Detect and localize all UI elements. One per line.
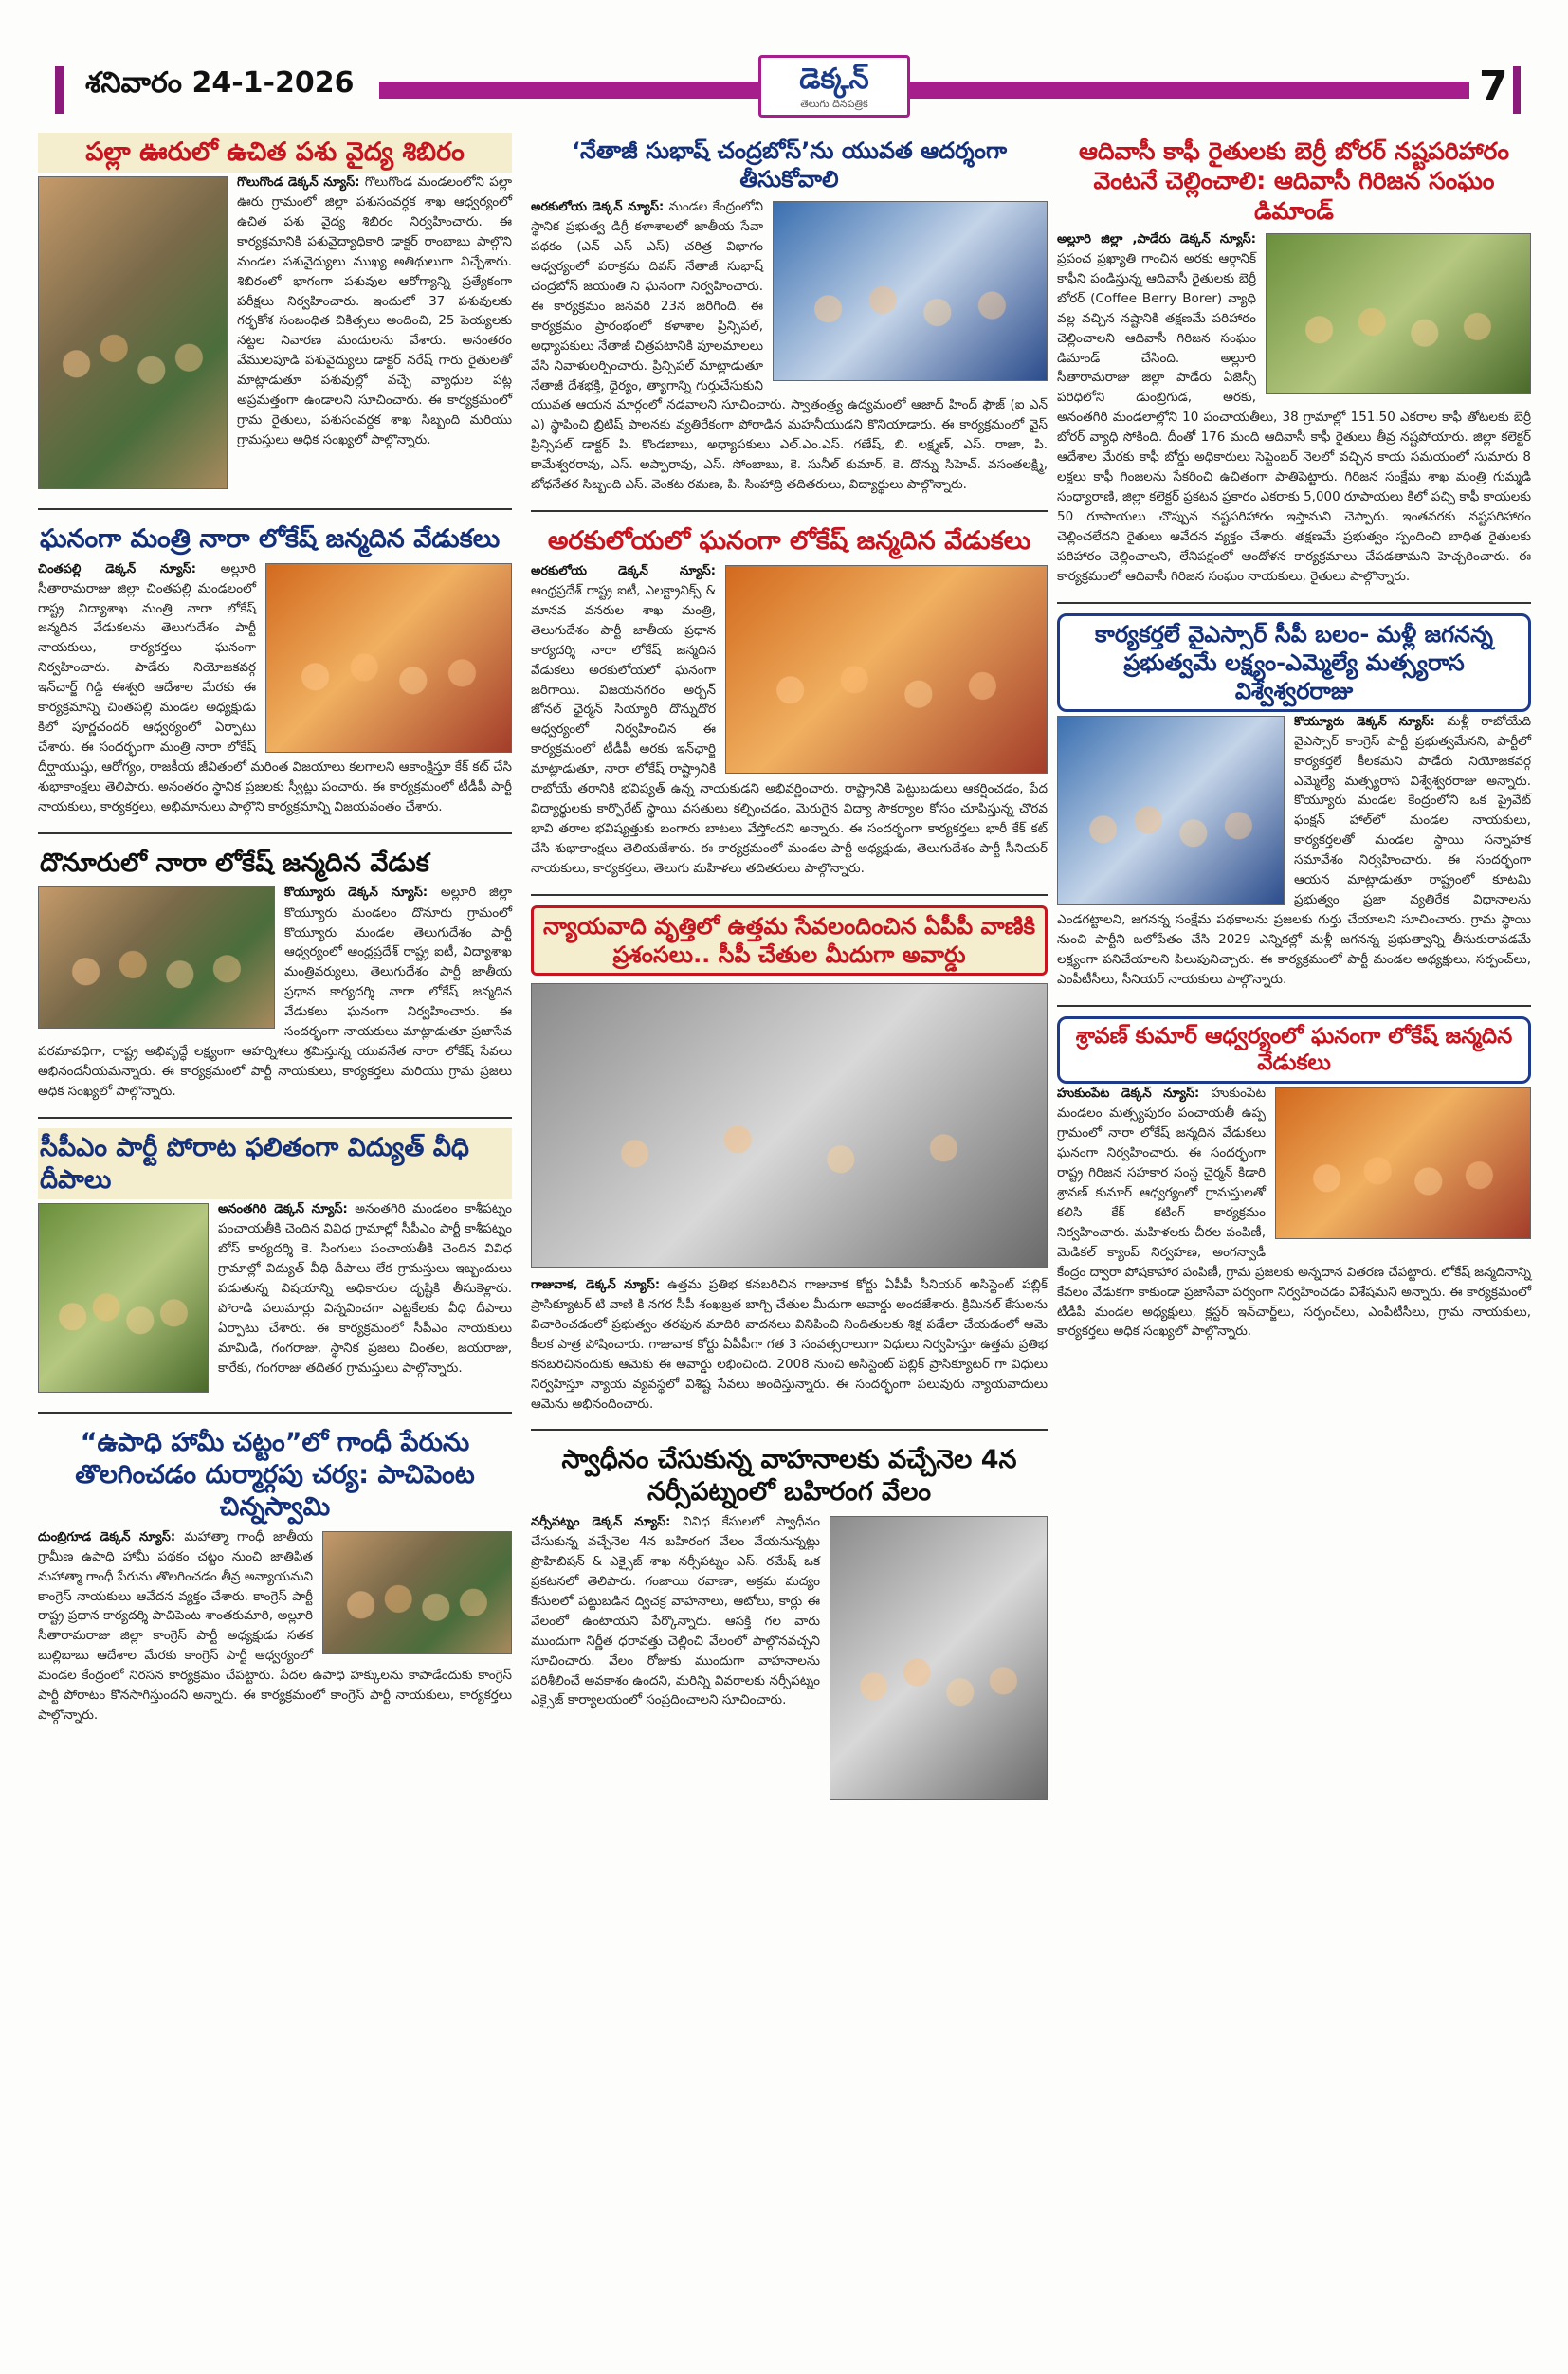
divider	[38, 1412, 512, 1414]
article-netaji-jayanti	[531, 133, 1048, 495]
divider	[531, 1429, 1048, 1431]
article-vehicle-auction	[531, 1440, 1048, 1804]
article-dateline: హుకుంపేట డెక్కన్ న్యూస్:	[1057, 1087, 1200, 1102]
article-text: ప్రపంచ ప్రఖ్యాతి గాంచిన అరకు ఆర్గానిక్ కాఫీని పండిస్తున్న ఆదివాసీ రైతులకు బెర్రీ బోరర్ (Coffee Berry Borer) వ్యాధి వల్ల వచ్చిన నష్టానికి తక్షణమే పరిహారం చెల్లించాలని ఆదివాసీ గిరిజన సంఘం డిమాండ్ చేసింది. అల్లూరి సీతారామరాజు జిల్లా పాడేరు ఏజెన్సీ పరిధిలోని డుంబ్రిగుడ, అరకు, అనంతగిరి మండలాల్లోని 10 పంచాయతీలు, 38 గ్రామాల్లో 151.50 ఎకరాల కాఫీ తోటలకు బెర్రీ బోరర్ వ్యాధి సోకింది. దీంతో 176 మంది ఆదివాసీ కాఫీ రైతులు తీవ్ర నష్టపోయారు. జిల్లా కలెక్టర్ ఆదేశాల మేరకు కాఫీ బోర్డు అధికారులు సెప్టెంబర్ నెలలో వచ్చిన కాయ సమయంలో సుమారు 8 లక్షలు కాఫీ గింజలను సేకరించి ఉచితంగా పాతిపెట్టారు. గిరిజన సంక్షేమ శాఖ మంత్రి గుమ్మడి సంధ్యారాణి, జిల్లా కలెక్టర్ ప్రకటన ప్రకారం ఎకరాకు 5,000 రూపాయలు కిలో పచ్చి కాఫీ కాయలకు 50 రూపాయలు చొప్పున నష్టపరిహారం ఇస్తామని చెప్పారు. ఇంతవరకు నష్టపరిహారం చెల్లించలేదని రైతులు ఆవేదన వ్యక్తం చేశారు. తక్షణమే ప్రభుత్వం స్పందించి బాధిత రైతులకు పరిహారం చెల్లించాలని, లేనిపక్షంలో ఆందోళన కార్యక్రమాలు చేపడతామని హెచ్చరించారు. ఈ కార్యక్రమంలో ఆదివాసీ గిరిజన సంఘం నాయకులు, రైతులు పాల్గొన్నారు.	[1057, 250, 1531, 584]
divider	[38, 1117, 512, 1119]
article-photo	[773, 201, 1048, 381]
article-dateline: చింతపల్లి డెక్కన్ న్యూస్:	[38, 561, 196, 576]
article-photo	[265, 563, 512, 753]
article-lokesh-bday-donuru	[38, 844, 512, 1102]
article-headline: దొనూరులో నారా లోకేష్ జన్మదిన వేడుక	[40, 848, 429, 878]
article-lokesh-bday-chintapalli	[38, 520, 512, 817]
article-text: అల్లూరి జిల్లా కొయ్యూరు మండలం దొనూరు గ్రామంలో కొయ్యూరు మండల తెలుగుదేశం పార్టీ ఆధ్వర్యంలో ఆంధ్రప్రదేశ్ రాష్ట్ర ఐటీ, విద్యాశాఖ మంత్రివర్యులు, తెలుగుదేశం పార్టీ జాతీయ ప్రధాన కార్యదర్శి నారా లోకేష్ జన్మదిన వేడుకలు ఘనంగా నిర్వహించారు. ఈ సందర్భంగా నాయకులు మాట్లాడుతూ ప్రజాసేవ పరమావధిగా, రాష్ట్ర అభివృద్ధే లక్ష్యంగా ఆహర్నిశలు శ్రమిస్తున్న యువనేత నారా లోకేష్ సేవలు అభినందనీయమన్నారు. ఈ కార్యక్రమంలో పార్టీ నాయకులు, కార్యకర్తలు మరియు గ్రామ ప్రజలు అధిక సంఖ్యలో పాల్గొన్నారు.	[38, 885, 512, 1099]
newspaper-logo	[758, 55, 910, 118]
masthead-left-bar	[55, 66, 64, 114]
article-photo	[1266, 233, 1531, 394]
article-headline: అరకులోయలో ఘనంగా లోకేష్ జన్మదిన వేడుకలు	[547, 526, 1031, 557]
article-headline: స్వాధీనం చేసుకున్న వాహనాలకు వచ్చేనెల 4న నర్సీపట్నంలో బహిరంగ వేలం	[561, 1445, 1017, 1507]
article-text: గొలుగొండ మండలంలోని పల్లా ఊరు గ్రామంలో జిల్లా పశుసంవర్ధక శాఖ ఆధ్వర్యంలో ఉచిత పశు వైద్య శిబిరం నిర్వహించారు. ఈ కార్యక్రమానికి పశువైద్యాధికారి డాక్టర్ రాంబాబు పాల్గొని మండల పశువైద్యులు ముఖ్య అతిథులుగా విచ్చేశారు. శిబిరంలో భాగంగా పశువుల ఆరోగ్యాన్ని ప్రత్యేకంగా పరీక్షలు నిర్వహించారు. ఇందులో 37 పశువులకు గర్భకోశ సంబంధిత చికిత్సలు అందించి, 25 పెయ్యలకు నట్టల నివారణ మందులను వేశారు. అనంతరం వేములపూడి పశువైద్యులు డాక్టర్ నరేష్ గారు రైతులతో మాట్లాడుతూ పశువుల్లో వచ్చే వ్యాధుల పట్ల అప్రమత్తంగా ఉండాలని సూచించారు. ఈ కార్యక్రమంలో గ్రామ రైతులు, పశుసంవర్ధక శాఖ సిబ్బంది మరియు గ్రామస్తులు అధిక సంఖ్యలో పాల్గొన్నారు.	[237, 173, 512, 447]
article-photo	[725, 565, 1048, 774]
article-photo	[531, 983, 1048, 1268]
divider	[38, 832, 512, 834]
left-column	[38, 133, 512, 1741]
article-dateline: దుంబ్రిగూడ డెక్కన్ న్యూస్:	[38, 1529, 176, 1544]
article-headline: కార్యకర్తలే వైఎస్సార్ సీపీ బలం- మళ్లీ జగనన్న ప్రభుత్వమే లక్ష్యం-ఎమ్మెల్యే మత్స్యరాస విశ్వేశ్వరరాజు	[1057, 613, 1531, 712]
article-text: అనంతగిరి మండలం కాశీపట్నం పంచాయతీకి చెందిన వివిధ గ్రామాల్లో సీపీఎం పార్టీ కాశీపట్నం బోస్ కార్యదర్శి కె. సింగులు పంచాయతీకి చెందిన వివిధ గ్రామాల్లో విద్యుత్ వీధి దీపాలు లేక గ్రామస్తులు ఇబ్బందులు పడుతున్న విషయాన్ని అధికారుల దృష్టికి తీసుకెళ్లారు. పోరాడి పలుమార్లు విన్నవించగా ఎట్టకేలకు వీధి దీపాలు ఏర్పాటు చేశారు. ఈ కార్యక్రమంలో సీపీఎం నాయకులు మామిడి, గంగరాజు, స్థానిక ప్రజలు చింతల, జయరాజు, కారేకు, గంగరాజు తదితర గ్రామస్తులు పాల్గొన్నారు.	[218, 1201, 512, 1376]
article-headline: పల్లా ఊరులో ఉచిత పశు వైద్య శిబిరం	[38, 133, 512, 173]
article-cpm-streetlights	[38, 1128, 512, 1397]
masthead	[0, 0, 1568, 133]
article-text: హుకుంపేట మండలం మత్స్యపురం పంచాయతీ ఉప్ప గ్రామంలో నారా లోకేష్ జన్మదిన వేడుకలు ఘనంగా నిర్వహించారు. ఈ సందర్భంగా రాష్ట్ర గిరిజన సహకార సంస్థ చైర్మన్ కిడారి శ్రావణ్ కుమార్ ఆధ్వర్యంలో గ్రామస్తులతో కలిసి కేక్ కటింగ్ కార్యక్రమం నిర్వహించారు. మహిళలకు చీరల పంపిణీ, మెడికల్ క్యాంప్ నిర్వహణ, అంగన్వాడీ కేంద్రం ద్వారా పోషకాహార పంపిణీ, గ్రామ ప్రజలకు అన్నదాన వితరణ చేపట్టారు. లోకేష్ జన్మదినాన్ని కేవలం వేడుకగా కాకుండా ప్రజాసేవా పర్వంగా నిర్వహించడం విశేషమని అన్నారు. ఈ కార్యక్రమంలో టీడీపీ మండల అధ్యక్షులు, క్లస్టర్ ఇన్‌చార్జ్‌లు, సర్పంచ్‌లు, ఎంపీటీసీలు, గ్రామ నాయకులు, కార్యకర్తలు అధిక సంఖ్యలో పాల్గొన్నారు.	[1057, 1086, 1531, 1340]
divider	[1057, 602, 1531, 604]
article-headline: ఆదివాసీ కాఫీ రైతులకు బెర్రీ బోరర్ నష్టపరిహారం వెంటనే చెల్లించాలి: ఆదివాసీ గిరిజన సంఘం డిమాండ్	[1078, 137, 1510, 225]
article-text: మహాత్మా గాంధీ జాతీయ గ్రామీణ ఉపాధి హామీ పథకం చట్టం నుంచి జాతిపిత మహాత్మా గాంధీ పేరును తొలగించడం తీవ్ర అన్యాయమని కాంగ్రెస్ నాయకులు ఆవేదన వ్యక్తం చేశారు. కాంగ్రెస్ పార్టీ రాష్ట్ర ప్రధాన కార్యదర్శి పాచిపెంట శాంతకుమారి, అల్లూరి సీతారామరాజు జిల్లా కాంగ్రెస్ పార్టీ అధ్యక్షుడు సతక బుల్లిబాబు ఆదేశాల మేరకు కాంగ్రెస్ పార్టీ ఆధ్వర్యంలో మండల కేంద్రంలో నిరసన కార్యక్రమం చేపట్టారు. పేదల ఉపాధి హక్కులను కాపాడేందుకు కాంగ్రెస్ పార్టీ పోరాటం కొనసాగిస్తుందని అన్నారు. ఈ కార్యక్రమంలో కాంగ్రెస్ పార్టీ నాయకులు, కార్యకర్తలు పాల్గొన్నారు.	[38, 1528, 512, 1724]
article-dateline: నర్సీపట్నం డెక్కన్ న్యూస్:	[531, 1514, 671, 1529]
article-text: మండల కేంద్రంలోని స్థానిక ప్రభుత్వ డిగ్రీ కళాశాలలో జాతీయ సేవా పథకం (ఎన్ ఎస్ ఎస్) చరిత్ర విభాగం ఆధ్వర్యంలో పరాక్రమ దివస్ నేతాజీ సుభాష్ చంద్రబోస్ జయంతి ని ఘనంగా నిర్వహించారు. ఈ కార్యక్రమం జనవరి 23న జరిగింది. ఈ కార్యక్రమం ప్రారంభంలో కళాశాల ప్రిన్సిపల్, అధ్యాపకులు నేతాజీ చిత్రపటానికి పూలమాలలు వేసి నివాళులర్పించారు. ప్రిన్సిపల్ మాట్లాడుతూ నేతాజీ దేశభక్తి, ధైర్యం, త్యాగాన్ని గుర్తుచేసుకుని యువత ఆయన మార్గంలో నడవాలని సూచించారు. స్వాతంత్ర్య ఉద్యమంలో ఆజాద్ హింద్ ఫౌజ్ (ఐ ఎన్ ఎ) స్థాపించి బ్రిటిష్ పాలనకు వ్యతిరేకంగా పోరాడిన మహనీయుడని కొనియాడారు. ఈ కార్యక్రమంలో వైస్ ప్రిన్సిపల్ డాక్టర్ పి. కొండబాబు, అధ్యాపకులు ఎల్.ఎం.ఎస్. గణేష్, బి. లక్ష్మణ్, ఎస్. రాజా, పి. కామేశ్వరరావు, ఎస్. అప్పారావు, ఎస్. సోంబాబు, కె. సునీల్ కుమార్, కె. దొన్ను సిహెచ్. వసంతలక్ష్మి, బోధనేతర సిబ్బంది ఎస్. వెంకట రమణ, పి. సింహాద్రి తదితరులు, విద్యార్థులు పాల్గొన్నారు.	[531, 199, 1048, 493]
article-photo	[322, 1531, 512, 1654]
logo-subtext: తెలుగు దినపత్రిక	[800, 98, 868, 110]
article-ysrcp-meeting	[1057, 613, 1531, 990]
divider	[38, 508, 512, 510]
article-photo	[1057, 716, 1285, 905]
article-dateline: కొయ్యూరు డెక్కన్ న్యూస్:	[284, 886, 428, 901]
article-headline: ఘనంగా మంత్రి నారా లోకేష్ జన్మదిన వేడుకలు	[40, 523, 501, 554]
page-number: 7	[1479, 63, 1508, 111]
article-body	[531, 1275, 1048, 1415]
article-lokesh-bday-araku	[531, 521, 1048, 879]
logo-text: డెక్కన్	[799, 63, 869, 96]
article-text: అల్లూరి సీతారామరాజు జిల్లా చింతపల్లి మండలంలో రాష్ట్ర విద్యాశాఖ మంత్రి నారా లోకేష్ జన్మదిన వేడుకలను తెలుగుదేశం పార్టీ నాయకులు, కార్యకర్తలు ఘనంగా నిర్వహించారు. పాడేరు నియోజకవర్గ ఇన్‌చార్జ్ గిడ్డి ఈశ్వరి ఆదేశాల మేరకు ఈ కార్యక్రమాన్ని చింతపల్లి మండల అధ్యక్షుడు కిలో పూర్ణచందర్ ఆధ్వర్యంలో ఏర్పాటు చేశారు. ఈ సందర్భంగా మంత్రి నారా లోకేష్ దీర్ఘాయుష్షు, ఆరోగ్యం, రాజకీయ జీవితంలో మరింత విజయాలు కలగాలని ఆకాంక్షిస్తూ కేక్ కట్ చేసి శుభాకాంక్షలు తెలిపారు. అనంతరం స్థానిక ప్రజలకు స్వీట్లు పంచారు. ఈ కార్యక్రమంలో టీడీపీ పార్టీ నాయకులు, కార్యకర్తలు, అభిమానులు పాల్గొని కార్యక్రమాన్ని విజయవంతం చేశారు.	[38, 560, 512, 814]
article-dateline: అల్లూరి జిల్లా ,పాడేరు డెక్కన్ న్యూస్:	[1057, 231, 1256, 247]
article-photo	[38, 176, 228, 489]
article-text: ఆంధ్రప్రదేశ్ రాష్ట్ర ఐటీ, ఎలక్ట్రానిక్స్ & మానవ వనరుల శాఖ మంత్రి, తెలుగుదేశం పార్టీ జాతీయ ప్రధాన కార్యదర్శి నారా లోకేష్ జన్మదిన వేడుకలు అరకులోయలో ఘనంగా జరిగాయి. విజయనగరం అర్బన్ జోనల్ ఛైర్మన్ సియ్యారి దొన్నుదొర ఆధ్వర్యంలో నిర్వహించిన ఈ కార్యక్రమంలో టీడీపీ అరకు ఇన్‌ఛార్జి మాట్లాడుతూ, నారా లోకేష్ రాష్ట్రానికి రాబోయే తరానికి భవిష్యత్ ఉన్న నాయకుడని అభివర్ణించారు. రాష్ట్రానికి పెట్టుబడులు ఆకర్షించడం, పేద విద్యార్థులకు కార్పొరేట్ స్థాయి వసతులు కల్పించడం, మెరుగైన విద్యా సౌకర్యాల కోసం చూపిస్తున్న చొరవ భావి తరాల భవిష్యత్తుకు బంగారు బాటలు వేస్తోందని అన్నారు. ఈ సందర్భంగా కార్యకర్తలు భారీ కేక్ కట్ చేసి శుభాకాంక్షలు తెలియజేశారు. ఈ కార్యక్రమంలో మండల పార్టీ అధ్యక్షుడు, తెలుగుదేశం పార్టీ సీనియర్ నాయకులు, కార్యకర్తలు, తెలుగు మహిళలు తదితరులు పాల్గొన్నారు.	[531, 582, 1048, 876]
article-headline: శ్రావణ్ కుమార్ ఆధ్వర్యంలో ఘనంగా లోకేష్ జన్మదిన వేడుకలు	[1057, 1016, 1531, 1085]
article-upadhi-gandhi-name	[38, 1423, 512, 1726]
article-text: వివిధ కేసులలో స్వాధీనం చేసుకున్న వచ్చేనెల 4న బహిరంగ వేలం వేయనున్నట్లు ప్రొహిబిషన్ & ఎక్సైజ్ శాఖ నర్సీపట్నం ఎస్. రమేష్ ఒక ప్రకటనలో తెలిపారు. గంజాయి రవాణా, అక్రమ మద్యం కేసులలో పట్టుబడిన ద్విచక్ర వాహనాలు, ఆటోలు, కార్లు ఈ వేలంలో ఉంటాయని పేర్కొన్నారు. ఆసక్తి గల వారు ముందుగా నిర్ణీత ధరావత్తు చెల్లించి వేలంలో పాల్గొనవచ్చని సూచించారు. వేలం రోజుకు ముందుగా వాహనాలను పరిశీలించే అవకాశం ఉందని, మరిన్ని వివరాలకు నర్సీపట్నం ఎక్సైజ్ కార్యాలయంలో సంప్రదించాలని సూచించారు.	[531, 1513, 820, 1708]
article-vet-camp	[38, 133, 512, 493]
masthead-right-bar	[1513, 66, 1521, 114]
divider	[1057, 1005, 1531, 1007]
article-app-vani-award	[531, 905, 1048, 1415]
divider	[531, 510, 1048, 512]
article-text: మళ్లీ రాబోయేది వైఎస్సార్ కాంగ్రెస్ పార్టీ ప్రభుత్వమేనని, పార్టీలో కార్యకర్తలే కీలకమని పాడేరు నియోజకవర్గ ఎమ్మెల్యే మత్స్యరాస విశ్వేశ్వరరాజు అన్నారు. కొయ్యూరు మండల కేంద్రంలోని ఒక ప్రైవేట్ ఫంక్షన్ హాల్‌లో మండల నాయకులు, కార్యకర్తలతో మండల స్థాయి సన్నాహక సమావేశం నిర్వహించారు. ఈ సందర్భంగా ఆయన మాట్లాడుతూ రాష్ట్రంలో కూటమి ప్రభుత్వం ప్రజా వ్యతిరేక విధానాలను ఎండగట్టాలని, జగనన్న సంక్షేమ పథకాలను ప్రజలకు గుర్తు చేయాలని సూచించారు. గ్రామ స్థాయి నుంచి పార్టీని బలోపేతం చేసి 2029 ఎన్నికల్లో మళ్లీ జగనన్న ప్రభుత్వాన్ని తీసుకురావడమే లక్ష్యంగా పనిచేయాలని పిలుపునిచ్చారు. ఈ కార్యక్రమంలో పార్టీ మండల అధ్యక్షులు, సర్పంచ్‌లు, ఎంపీటీసీలు, సీనియర్ నాయకులు పాల్గొన్నారు.	[1057, 713, 1532, 987]
article-coffee-berry-borer	[1057, 133, 1531, 587]
article-headline: “ఉపాధి హామీ చట్టం”లో గాంధీ పేరును తొలగించడం దుర్మార్గపు చర్య: పాచిపెంట చిన్నస్వామి	[75, 1428, 475, 1522]
article-photo	[38, 1203, 209, 1393]
article-dateline: గొలుగొండ డెక్కన్ న్యూస్:	[237, 174, 360, 190]
issue-date: శనివారం 24-1-2026	[85, 66, 355, 100]
article-dateline: అనంతగిరి డెక్కన్ న్యూస్:	[218, 1202, 348, 1217]
article-dateline: గాజువాక, డెక్కన్ న్యూస్:	[531, 1277, 661, 1292]
article-dateline: కొయ్యూరు డెక్కన్ న్యూస్:	[1294, 714, 1435, 729]
article-dateline: అరకులోయ డెక్కన్ న్యూస్:	[531, 563, 716, 578]
divider	[531, 894, 1048, 896]
article-photo	[830, 1516, 1048, 1800]
article-text: ఉత్తమ ప్రతిభ కనబరిచిన గాజువాక కోర్టు ఏపీపీ సీనియర్ అసిస్టెంట్ పబ్లిక్ ప్రాసిక్యూటర్ టి వాణి కి నగర సీపీ శంఖబ్రత బాగ్చి చేతుల మీదుగా అవార్డు అందజేశారు. క్రిమినల్ కేసులను విచారించడంలో ప్రభుత్వం తరఫున మాదిరి వాదనలు వినిపించి నిందితులకు శిక్ష పడేలా చేయడంలో ఆమె కీలక పాత్ర పోషించారు. గాజువాక కోర్టు ఏపీపీగా గత 3 సంవత్సరాలుగా విధులు నిర్వహిస్తూ ఉత్తమ ప్రతిభ కనబరిచినందుకు ఆమెకు ఈ అవార్డు లభించింది. 2008 నుంచి అసిస్టెంట్ పబ్లిక్ ప్రాసిక్యూటర్ గా విధులు నిర్వహిస్తూ న్యాయ వ్యవస్థలో విశిష్ట సేవలు అందిస్తున్నారు. ఈ సందర్భంగా పలువురు న్యాయవాదులు ఆమెను అభినందించారు.	[531, 1276, 1048, 1412]
article-lokesh-bday-hukumpeta	[1057, 1016, 1531, 1342]
article-headline: సీపీఎం పార్టీ పోరాట ఫలితంగా విద్యుత్ వీధి దీపాలు	[38, 1128, 512, 1200]
right-column	[1057, 133, 1531, 1357]
article-photo	[38, 886, 275, 1029]
article-dateline: అరకులోయ డెక్కన్ న్యూస్:	[531, 200, 665, 214]
middle-column	[531, 133, 1048, 1819]
article-headline: ‘నేతాజీ సుభాష్ చంద్రబోస్’ను యువత ఆదర్శంగా తీసుకోవాలి	[571, 137, 1008, 192]
masthead-stripe	[379, 82, 1469, 99]
article-headline: న్యాయవాది వృత్తిలో ఉత్తమ సేవలందించిన ఏపీపీ వాణికి ప్రశంసలు.. సీపీ చేతుల మీదుగా అవార్డు	[531, 905, 1048, 976]
article-photo	[1275, 1087, 1531, 1239]
